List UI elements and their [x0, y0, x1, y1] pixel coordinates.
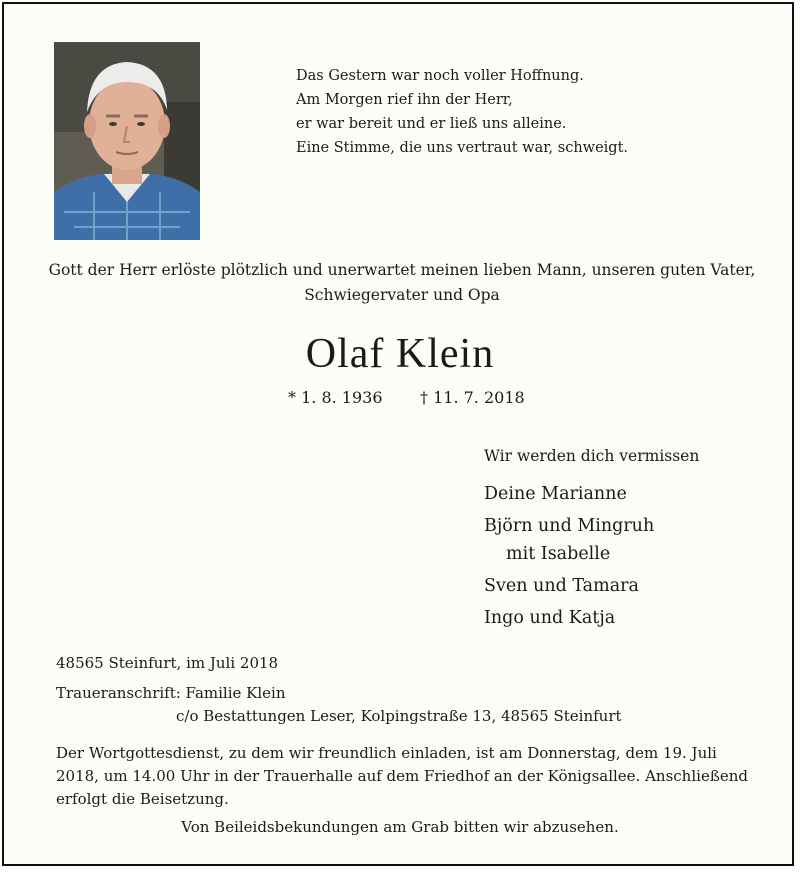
poem-line: Am Morgen rief ihn der Herr, — [296, 92, 513, 108]
mourner-name: Ingo und Katja — [484, 608, 616, 628]
obituary-notice — [2, 2, 794, 866]
birth-date: * 1. 8. 1936 — [288, 388, 383, 407]
closing-note: Von Beileidsbekundungen am Grab bitten wir abzusehen. — [181, 818, 619, 836]
address-line: c/o Bestattungen Leser, Kolpingstraße 13, 48565 Steinfurt — [176, 707, 622, 725]
place-date: 48565 Steinfurt, im Juli 2018 — [56, 654, 279, 672]
poem — [296, 64, 628, 160]
intro-line: Gott der Herr erlöste plötzlich und unerwartet meinen lieben Mann, unseren guten Vater, — [48, 261, 756, 279]
intro-line: Schwiegervater und Opa — [304, 286, 500, 304]
poem-line: Das Gestern war noch voller Hoffnung. — [296, 68, 584, 84]
service-info: Der Wortgottesdienst, zu dem wir freundlich einladen, ist am Donnerstag, dem 19. Juli 2018, um 14.00 Uhr in der Trauerhalle auf dem Friedhof an der Königsallee. Anschließend erfolgt die Beisetzung. — [56, 744, 748, 808]
mourner-name: Sven und Tamara — [484, 576, 639, 596]
poem-line: Eine Stimme, die uns vertraut war, schweigt. — [296, 140, 629, 156]
mourner-name: mit Isabelle — [506, 544, 611, 564]
mourner-name: Deine Marianne — [484, 484, 627, 504]
portrait-photo — [54, 42, 200, 240]
mourners-heading: Wir werden dich vermissen — [484, 447, 700, 465]
intro-text — [44, 258, 760, 308]
poem-line: er war bereit und er ließ uns alleine. — [296, 116, 567, 132]
deceased-name: Olaf Klein — [305, 331, 495, 377]
mourner-name: Björn und Mingruh — [484, 516, 655, 536]
address-label: Traueranschrift: Familie Klein — [56, 684, 286, 702]
death-date: † 11. 7. 2018 — [420, 388, 525, 407]
portrait-image — [54, 42, 200, 240]
